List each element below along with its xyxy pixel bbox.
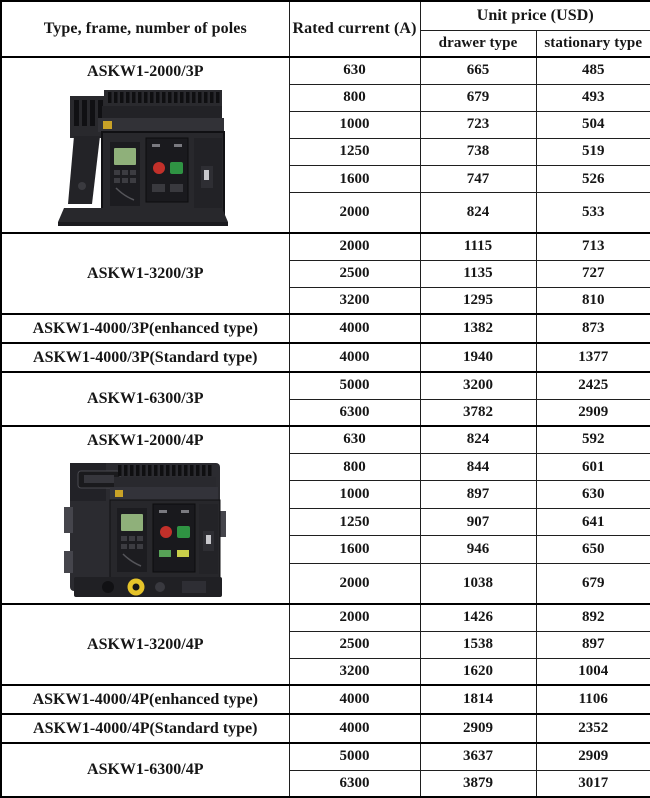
type-label: ASKW1-2000/3P <box>87 62 204 80</box>
drawer-price-cell: 665 <box>420 57 536 84</box>
stationary-price-cell: 2425 <box>536 372 650 399</box>
drawer-price-cell: 3637 <box>420 743 536 770</box>
rated-current-cell: 5000 <box>289 743 420 770</box>
rated-current-cell: 1000 <box>289 481 420 508</box>
rated-current-cell: 4000 <box>289 343 420 372</box>
type-cell <box>1 426 289 604</box>
table-body <box>1 57 650 797</box>
col-header-rated-current: Rated current (A) <box>289 1 420 57</box>
table-row <box>1 372 650 399</box>
circuit-breaker-photo-3p <box>56 86 234 232</box>
stationary-price-cell: 533 <box>536 193 650 233</box>
drawer-price-cell: 1115 <box>420 233 536 260</box>
stationary-price-cell: 519 <box>536 138 650 165</box>
stationary-price-cell: 1377 <box>536 343 650 372</box>
type-label: ASKW1-3200/4P <box>87 635 204 653</box>
rated-current-cell: 2000 <box>289 563 420 604</box>
stationary-price-cell: 897 <box>536 631 650 658</box>
drawer-price-cell: 946 <box>420 536 536 563</box>
stationary-price-cell: 504 <box>536 111 650 138</box>
rated-current-cell: 630 <box>289 57 420 84</box>
stationary-price-cell: 601 <box>536 453 650 480</box>
stationary-price-cell: 485 <box>536 57 650 84</box>
rated-current-cell: 2500 <box>289 260 420 287</box>
stationary-price-cell: 873 <box>536 314 650 343</box>
drawer-price-cell: 1295 <box>420 287 536 314</box>
type-cell <box>1 372 289 426</box>
rated-current-cell: 2000 <box>289 604 420 631</box>
type-cell <box>1 604 289 685</box>
type-label: ASKW1-4000/3P(Standard type) <box>33 348 258 366</box>
drawer-price-cell: 1538 <box>420 631 536 658</box>
stationary-price-cell: 493 <box>536 84 650 111</box>
col-header-stationary-type: stationary type <box>536 30 650 57</box>
rated-current-cell: 4000 <box>289 685 420 714</box>
drawer-price-cell: 723 <box>420 111 536 138</box>
circuit-breaker-photo-4p <box>56 455 234 603</box>
drawer-price-cell: 1940 <box>420 343 536 372</box>
drawer-price-cell: 907 <box>420 508 536 535</box>
stationary-price-cell: 727 <box>536 260 650 287</box>
stationary-price-cell: 892 <box>536 604 650 631</box>
stationary-price-cell: 2909 <box>536 743 650 770</box>
stationary-price-cell: 1106 <box>536 685 650 714</box>
rated-current-cell: 2500 <box>289 631 420 658</box>
drawer-price-cell: 1038 <box>420 563 536 604</box>
rated-current-cell: 4000 <box>289 714 420 743</box>
rated-current-cell: 800 <box>289 453 420 480</box>
type-label: ASKW1-3200/3P <box>87 264 204 282</box>
stationary-price-cell: 630 <box>536 481 650 508</box>
drawer-price-cell: 824 <box>420 193 536 233</box>
table-row <box>1 314 650 343</box>
type-cell <box>1 57 289 233</box>
drawer-price-cell: 679 <box>420 84 536 111</box>
col-header-drawer-type: drawer type <box>420 30 536 57</box>
rated-current-cell: 6300 <box>289 770 420 797</box>
type-label: ASKW1-2000/4P <box>87 431 204 449</box>
rated-current-cell: 1000 <box>289 111 420 138</box>
rated-current-cell: 5000 <box>289 372 420 399</box>
type-cell <box>1 743 289 797</box>
drawer-price-cell: 1135 <box>420 260 536 287</box>
drawer-price-cell: 1814 <box>420 685 536 714</box>
rated-current-cell: 630 <box>289 426 420 453</box>
type-cell <box>1 685 289 714</box>
type-label: ASKW1-6300/3P <box>87 390 204 407</box>
table-row <box>1 685 650 714</box>
type-cell <box>1 343 289 372</box>
type-cell <box>1 314 289 343</box>
stationary-price-cell: 679 <box>536 563 650 604</box>
rated-current-cell: 3200 <box>289 287 420 314</box>
table-row <box>1 426 650 453</box>
rated-current-cell: 2000 <box>289 193 420 233</box>
type-label: ASKW1-4000/4P(Standard type) <box>33 719 258 737</box>
stationary-price-cell: 810 <box>536 287 650 314</box>
rated-current-cell: 6300 <box>289 399 420 426</box>
stationary-price-cell: 3017 <box>536 770 650 797</box>
type-label: ASKW1-4000/3P(enhanced type) <box>32 319 258 337</box>
stationary-price-cell: 641 <box>536 508 650 535</box>
drawer-price-cell: 1382 <box>420 314 536 343</box>
rated-current-cell: 3200 <box>289 658 420 685</box>
drawer-price-cell: 1620 <box>420 658 536 685</box>
stationary-price-cell: 713 <box>536 233 650 260</box>
stationary-price-cell: 1004 <box>536 658 650 685</box>
stationary-price-cell: 526 <box>536 166 650 193</box>
table-row <box>1 57 650 84</box>
type-label: ASKW1-4000/4P(enhanced type) <box>32 690 258 708</box>
col-header-unit-price: Unit price (USD) <box>420 1 650 30</box>
drawer-price-cell: 3200 <box>420 372 536 399</box>
drawer-price-cell: 2909 <box>420 714 536 743</box>
stationary-price-cell: 650 <box>536 536 650 563</box>
rated-current-cell: 800 <box>289 84 420 111</box>
drawer-price-cell: 738 <box>420 138 536 165</box>
rated-current-cell: 4000 <box>289 314 420 343</box>
drawer-price-cell: 3879 <box>420 770 536 797</box>
drawer-price-cell: 747 <box>420 166 536 193</box>
table-row <box>1 714 650 743</box>
table-row <box>1 343 650 372</box>
rated-current-cell: 1250 <box>289 508 420 535</box>
drawer-price-cell: 824 <box>420 426 536 453</box>
stationary-price-cell: 2909 <box>536 399 650 426</box>
table-row <box>1 604 650 631</box>
col-header-type: Type, frame, number of poles <box>1 1 289 57</box>
table-header <box>1 1 650 57</box>
table-row <box>1 743 650 770</box>
rated-current-cell: 1600 <box>289 166 420 193</box>
stationary-price-cell: 592 <box>536 426 650 453</box>
rated-current-cell: 1600 <box>289 536 420 563</box>
table-row <box>1 233 650 260</box>
header-row-main <box>1 1 650 30</box>
drawer-price-cell: 844 <box>420 453 536 480</box>
rated-current-cell: 1250 <box>289 138 420 165</box>
drawer-price-cell: 3782 <box>420 399 536 426</box>
type-label: ASKW1-6300/4P <box>87 761 204 778</box>
rated-current-cell: 2000 <box>289 233 420 260</box>
stationary-price-cell: 2352 <box>536 714 650 743</box>
drawer-price-cell: 897 <box>420 481 536 508</box>
type-cell <box>1 714 289 743</box>
drawer-price-cell: 1426 <box>420 604 536 631</box>
type-cell <box>1 233 289 314</box>
